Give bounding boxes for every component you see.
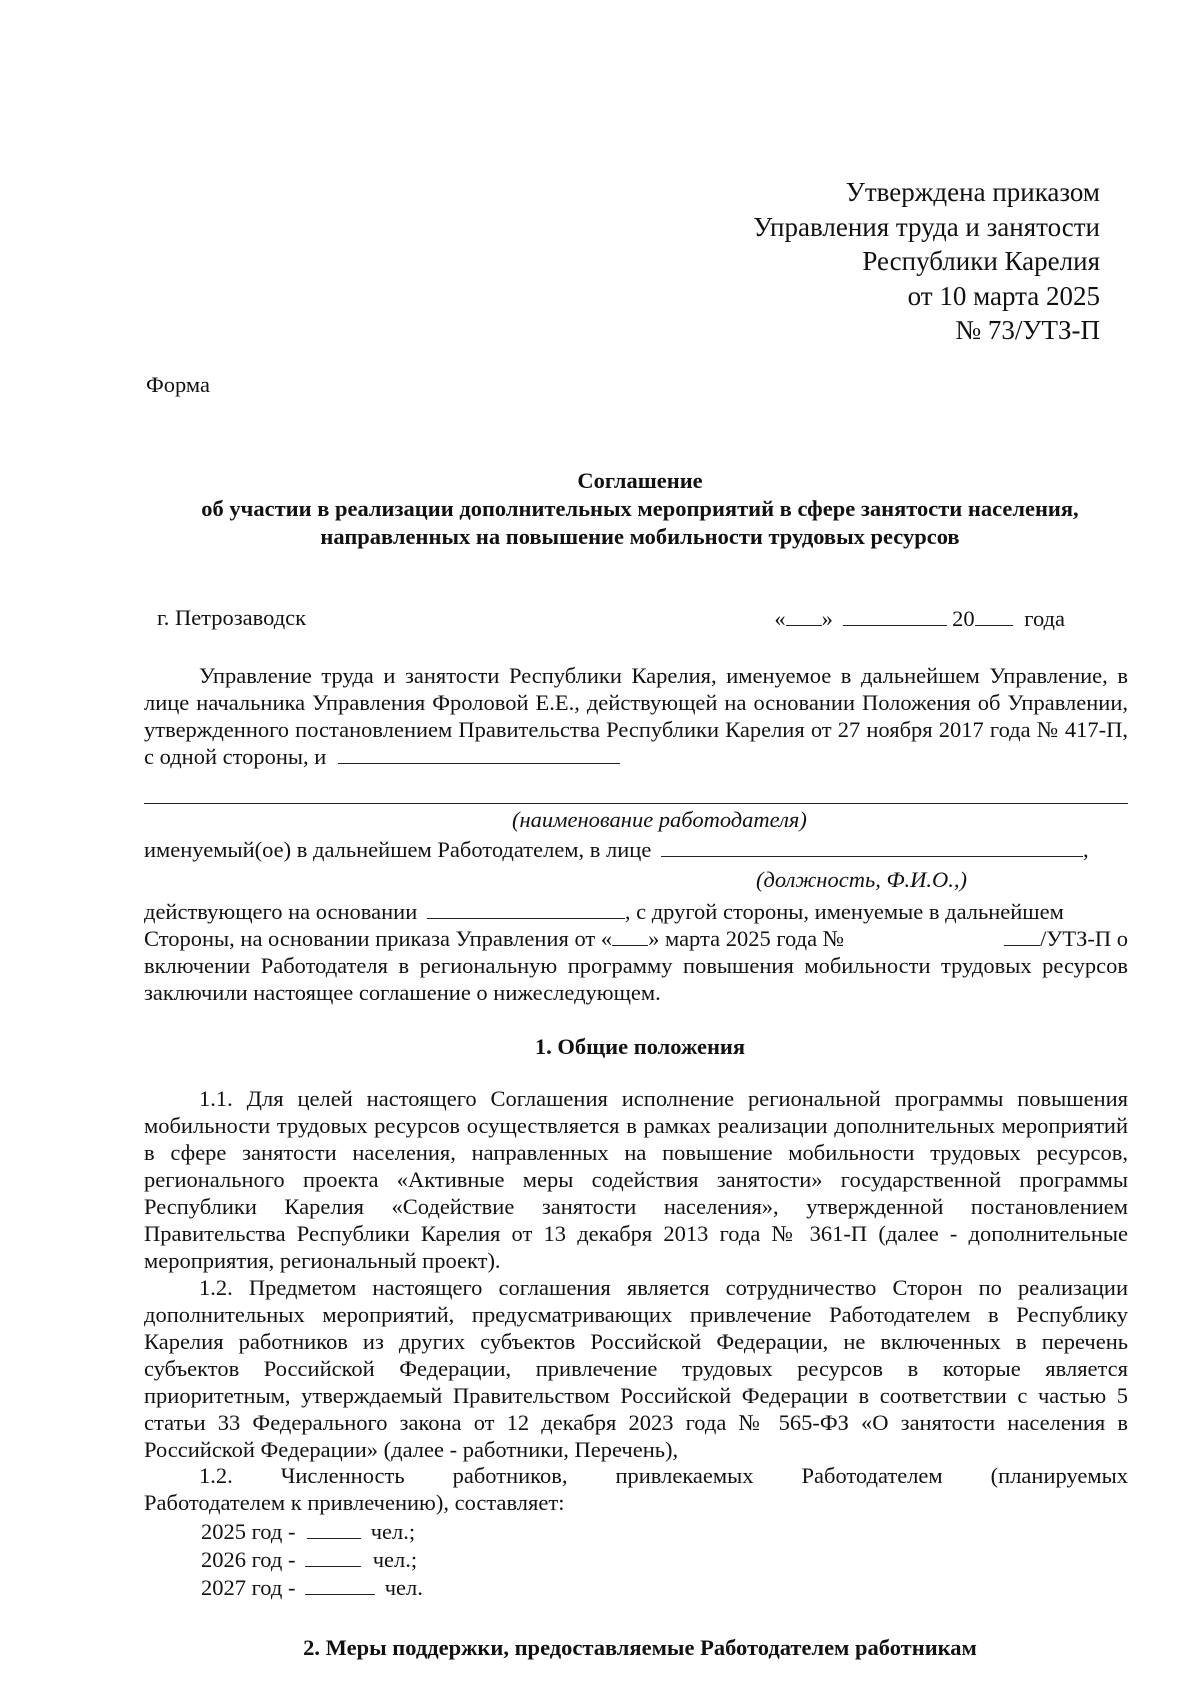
order-number-blank [1004,925,1040,946]
unit-label: чел.; [370,1519,416,1544]
section-2-heading: 2. Меры поддержки, предоставляемые Работодателем работникам [303,1635,977,1660]
order-day-blank [612,925,648,946]
quote-open: « [774,606,786,631]
year-row [201,1546,417,1573]
title-line: об участии в реализации дополнительных мероприятий в сфере занятости населения, [201,496,1079,521]
clause-1-3-line2: Работодателем к привлечению), составляет: [144,1490,565,1515]
year-blank [975,605,1013,626]
order-number: /УТЗ-П о [1004,925,1128,952]
title-line: Соглашение [577,468,703,493]
position-caption: (должность, Ф.И.О.,) [756,867,968,892]
year-label: 2025 год - [201,1519,296,1544]
year-suffix: года [1024,606,1065,631]
document-title [140,467,1140,551]
approval-line: № 73/УТЗ-П [955,315,1100,345]
count-blank [307,1518,361,1539]
count-blank [305,1574,375,1595]
year-label: 2027 год - [201,1575,296,1600]
year-prefix: 20 [952,606,975,631]
employer-name-line [144,803,1128,804]
year-row [201,1518,415,1545]
quote-close: » [821,606,833,631]
employer-blank [338,743,620,764]
year-row [201,1574,423,1601]
approval-line: Утверждена приказом [845,177,1100,207]
represented-line [144,836,1089,863]
clause-1-1: 1.1. Для целей настоящего Соглашения исполнение региональной программы повышения мобильности трудовых ресурсов осуществляется в рамках реализации дополнительных мероприятий в сфере занятости населения, направленных на повышение мобильности трудовых ресурсов, регионального проекта «Активные меры содействия занятости» государственной программы Республики Карелия «Содействие занятости населения», утвержденной постановлением Правительства Республики Карелия от 13 декабря 2013 года № 361-П (далее - дополнительные мероприятия, региональный проект). [144,1086,1128,1273]
represented-comma: , [1082,837,1089,862]
represented-text: именуемый(ое) в дальнейшем Работодателем, в лице [144,837,652,862]
clause-1-2: 1.2. Предметом настоящего соглашения является сотрудничество Сторон по реализации дополнительных мероприятий, предусматривающих привлечение Работодателем в Республику Карелия работников из других субъектов Российской Федерации, не включенных в перечень субъектов Российской Федерации, привлечение трудовых ресурсов в которые является приоритетным, утверждаемый Правительством Российской Федерации в соответствии с частью 5 статьи 33 Федерального закона от 12 декабря 2023 года № 565-ФЗ «О занятости населения в Российской Федерации» (далее - работники, Перечень), [144,1275,1128,1462]
acting-basis-line [144,898,1064,925]
approval-stamp [753,175,1100,348]
place-of-signing: г. Петрозаводск [157,605,307,630]
acting-suffix: , с другой стороны, именуемые в дальнейшем [624,899,1064,924]
representative-blank [661,836,1083,857]
intro-paragraph [144,662,1128,770]
section-1-heading: 1. Общие положения [534,1034,746,1059]
day-blank [786,605,822,626]
unit-label: чел. [384,1575,423,1600]
title-line: направленных на повышение мобильности трудовых ресурсов [320,524,960,549]
approval-line: Республики Карелия [862,246,1100,276]
approval-line: от 10 марта 2025 [907,280,1100,311]
intro-conclusion: включении Работодателя в региональную программу повышения мобильности трудовых ресурсов заключили настоящее соглашение о нижеследующем. [144,953,1128,1005]
year-label: 2026 год - [201,1547,296,1572]
count-blank [305,1546,361,1567]
order-line [144,925,1128,952]
approval-line: Управления труда и занятости [753,211,1100,242]
month-blank [843,605,947,626]
form-label: Форма [146,372,211,397]
intro-text: Управление труда и занятости Республики Карелия, именуемое в дальнейшем Управление, в лице начальника Управления Фроловой Е.Е., действующей на основании Положения об Управлении, утвержденного постановлением Правительства Республики Карелия от 27 ноября 2017 года № 417-П, с одной стороны, и [144,663,1128,769]
acting-prefix: действующего на основании [144,899,418,924]
date-line [774,605,1065,632]
unit-label: чел.; [372,1547,418,1572]
clause-1-3-line1: 1.2. Численность работников, привлекаемых Работодателем (планируемых [199,1463,1128,1488]
basis-blank [427,898,625,919]
order-prefix: Стороны, на основании приказа Управления от « » марта 2025 года № [144,926,845,951]
employer-caption: (наименование работодателя) [512,807,807,832]
